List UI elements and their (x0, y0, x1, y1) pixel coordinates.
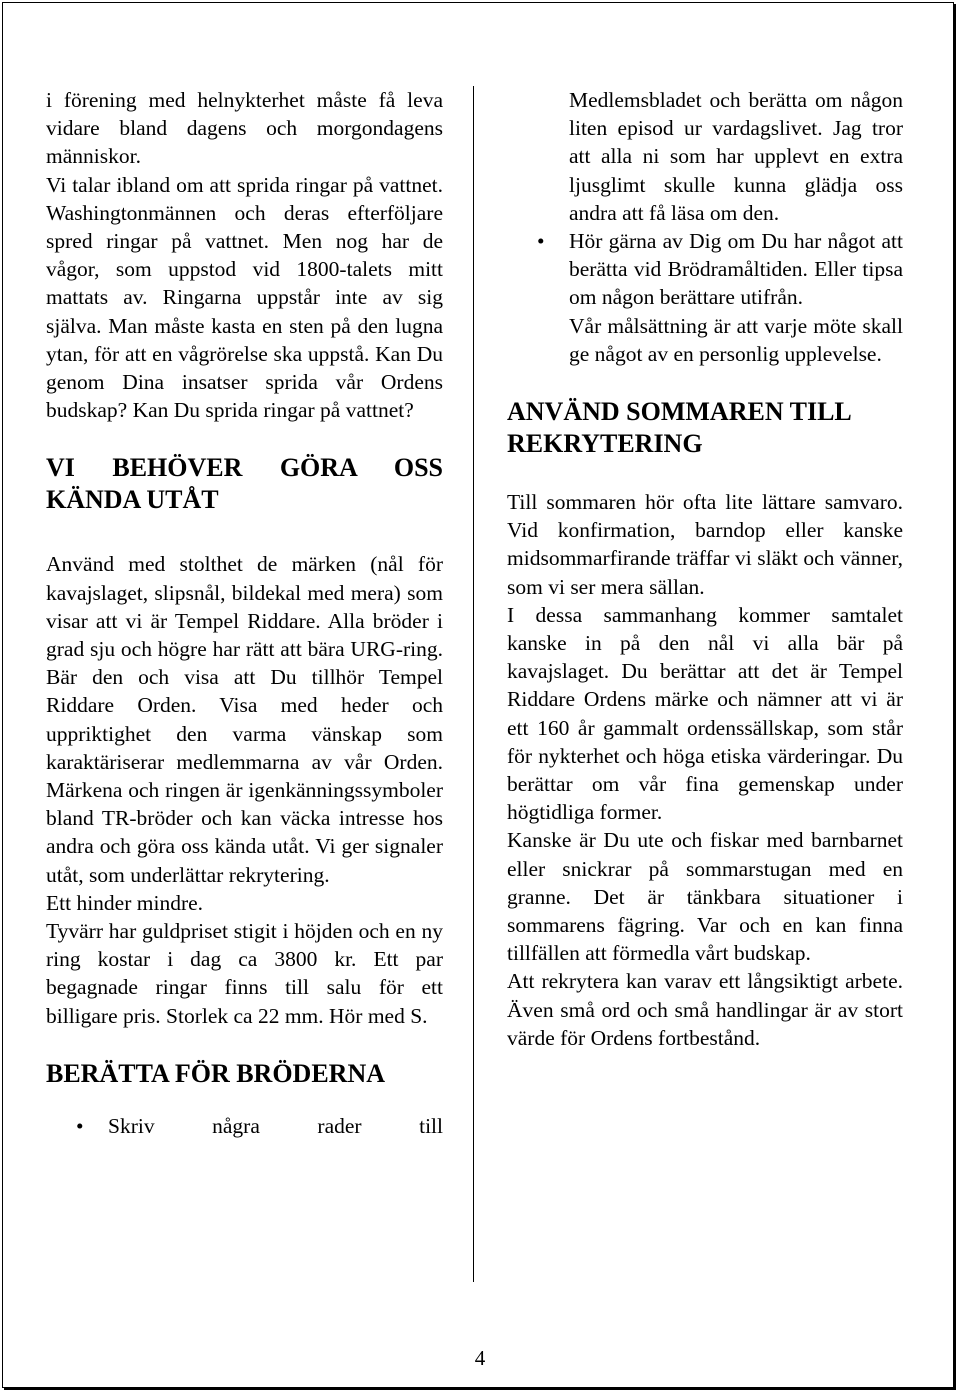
right-column (507, 86, 903, 1052)
paragraph-ringar: Vi talar ibland om att sprida ringar på vattnet. Washingtonmännen och deras efterföljare spred ringar på vattnet. Men nog har de vågor, som uppstod vid 1800-talets mitt mattats av. Ringarna uppstår inte av sig själva. Man måste kasta en sten på den lugna ytan, för att en vågrörelse ska uppstå. Kan Du genom Dina insatser sprida vår Ordens budskap? Kan Du sprida ringar på vattnet? (46, 172, 443, 423)
paragraph-malsattning: Vår målsättning är att varje möte skall ge något av en personlig upplevelse. (569, 313, 903, 366)
column-divider (473, 86, 474, 1282)
paragraph-samtal: I dessa sammanhang kommer samtalet kanske in på den nål vi alla bär på kavajslaget. Du berättar att det är Tempel Riddare Ordens märke och nämner att vi är ett 160 år gammalt ordenssällskap, som står för nykterhet och höga etiska värderingar. Du berättar om vår fina gemenskap under högtidliga former. (507, 602, 903, 825)
bullet-icon: • (537, 229, 545, 254)
paragraph-intro: i förening med helnykterhet måste få leva vidare bland dagens och morgondagens människor. (46, 88, 443, 169)
bullet-icon: • (76, 1113, 84, 1138)
heading-gora-oss-kanda: VI BEHÖVER GÖRA OSS KÄNDA UTÅT (46, 453, 443, 515)
bullet-text: Skriv några rader till (108, 1113, 443, 1138)
paragraph-markena: Använd med stolthet de märken (nål för kavajslaget, slipsnål, bildekal med mera) som visar att vi är Tempel Riddare. Alla bröder i grad sju och högre har rätt att bära URG-ring. Bär den och visa att Du tillhör Tempel Riddare Orden. Visa med heder och uppriktighet den varma vänskap som karaktäriserar medlemmarna av vår Orden. Märkena och ringen är igenkänningssymboler bland TR-bröder och kan väcka intresse hos andra och göra oss kända utåt. Vi ger signaler utåt, som underlättar rekrytering. (46, 552, 443, 887)
list-item (507, 86, 903, 227)
list-item (507, 227, 903, 312)
bullet-text: Hör gärna av Dig om Du har något att berätta vid Brödramåltiden. Eller tipsa om någon berättare utifrån. (569, 229, 903, 310)
paragraph-rekrytera: Att rekrytera kan varav ett långsiktigt arbete. Även små ord och små handlingar är av stort värde för Ordens fortbestånd. (507, 969, 903, 1050)
heading-anvand-sommaren: ANVÄND SOMMAREN TILL REKRYTERING (507, 397, 851, 459)
list-item (46, 1112, 443, 1140)
bullet-text-continued: Medlemsbladet och berätta om någon liten episod ur vardagslivet. Jag tror att alla ni som har upplevt en extra ljusglimt skulle kunna glädja oss andra att få läsa om den. (569, 88, 903, 225)
bullet-list-right (507, 86, 903, 312)
paragraph-fiskar: Kanske är Du ute och fiskar med barnbarnet eller snickrar på sommarstugan med en granne. Det är tänkbara situationer i sommarens fägring. Var och en kan finna tillfällen att förmedla vårt budskap. (507, 828, 903, 966)
heading-beratta: BERÄTTA FÖR BRÖDERNA (46, 1058, 386, 1088)
left-column (46, 86, 443, 1140)
paragraph-hinder: Ett hinder mindre. (46, 890, 204, 915)
paragraph-guldpris: Tyvärr har guldpriset stigit i höjden och en ny ring kostar i dag ca 3800 kr. Ett par begagnade ringar finns till salu för ett billigare pris. Storlek ca 22 mm. Hör med S. (46, 919, 443, 1028)
paragraph-sommar: Till sommaren hör ofta lite lättare samvaro. Vid konfirmation, barndop eller kanske midsommarfirande träffar vi släkt och vänner, som vi ser mera sällan. (507, 490, 903, 599)
bullet-list-left (46, 1112, 443, 1140)
page-number: 4 (474, 1346, 486, 1370)
